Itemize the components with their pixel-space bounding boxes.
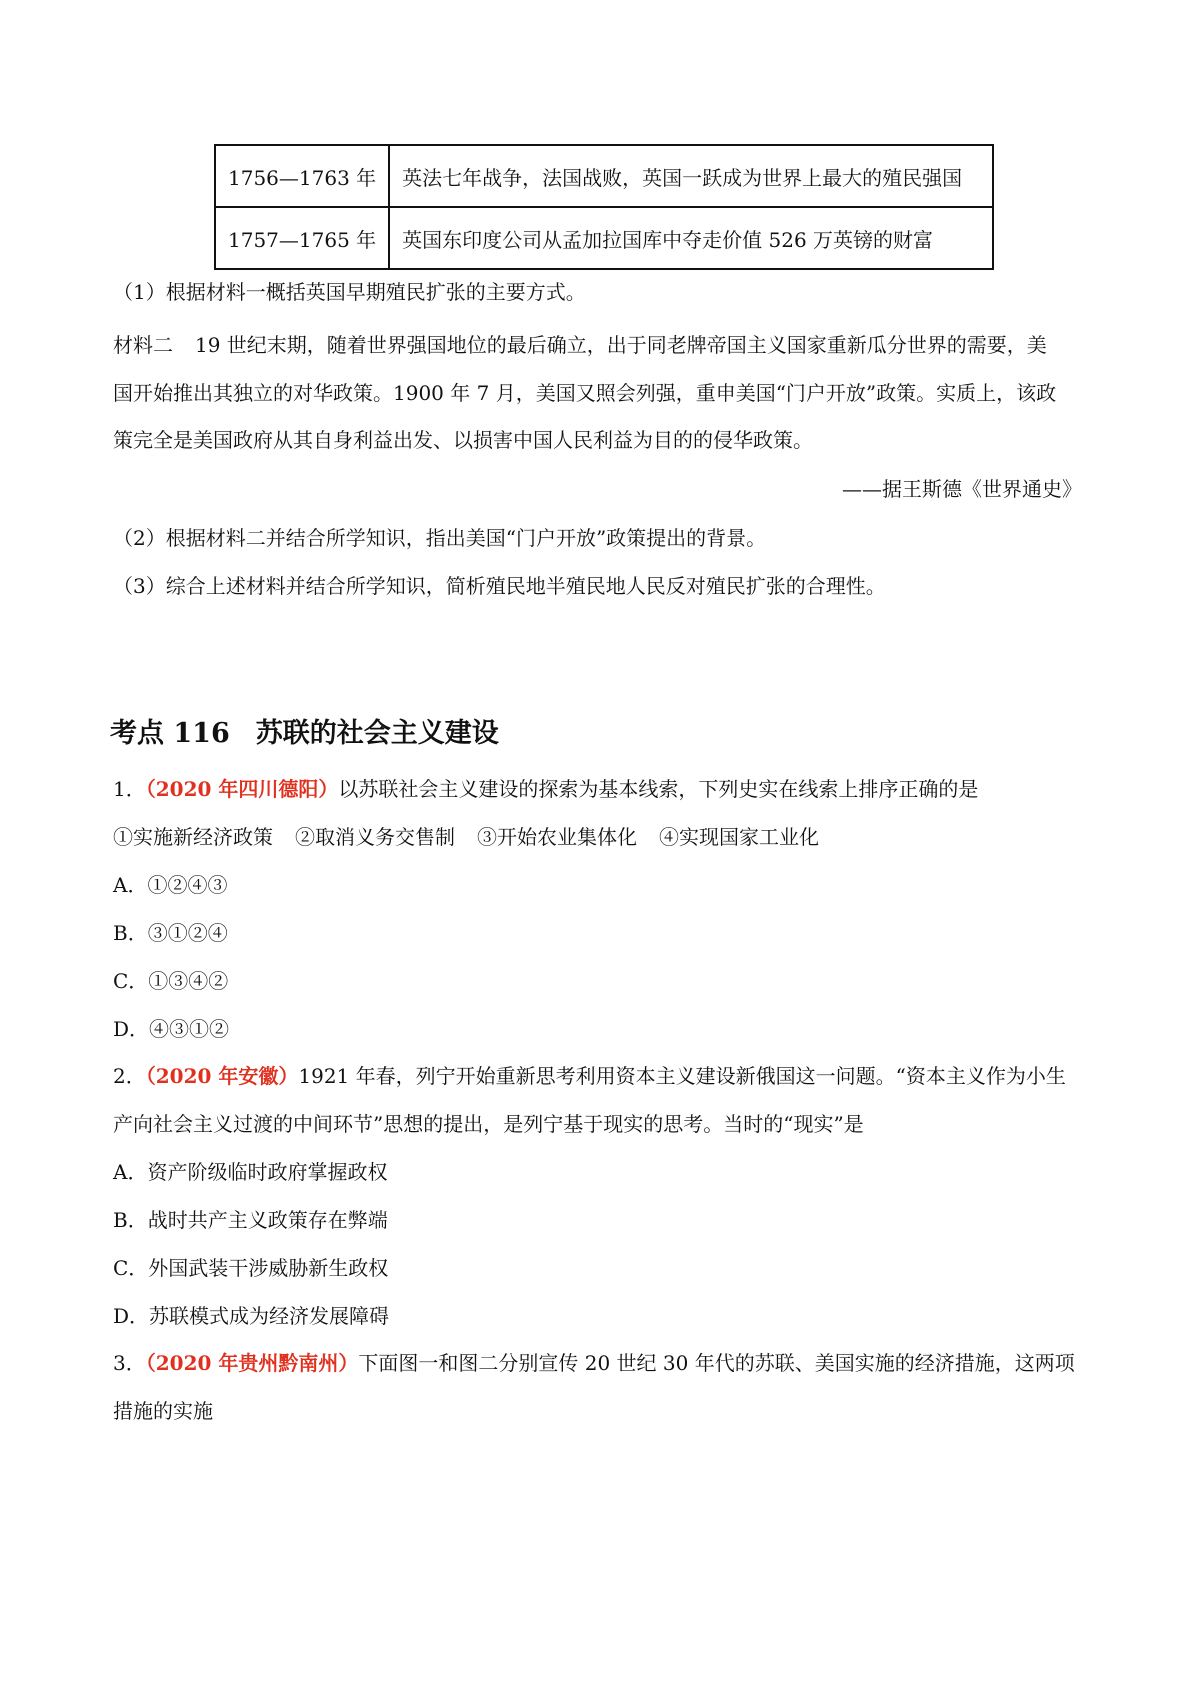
material-2-label: 材料二 [113, 333, 173, 357]
question-2: （2）根据材料二并结合所学知识，指出美国“门户开放”政策提出的背景。 [113, 526, 767, 550]
question-3: （3）综合上述材料并结合所学知识，简析殖民地半殖民地人民反对殖民扩张的合理性。 [113, 574, 886, 598]
material-2-line-2: 国开始推出其独立的对华政策。1900 年 7 月，美国又照会列强，重申美国“门户开放”政策。实质上，该政 [113, 381, 1057, 405]
section-number: 考点 116 [110, 718, 230, 749]
item-2-option-c: C．外国武装干涉威胁新生政权 [113, 1256, 389, 1280]
section-title: 苏联的社会主义建设 [255, 718, 499, 749]
item-1-statements: ①实施新经济政策 ②取消义务交售制 ③开始农业集体化 ④实现国家工业化 [113, 825, 819, 849]
table-cell-event: 英国东印度公司从孟加拉国库中夺走价值 526 万英镑的财富 [389, 207, 993, 269]
item-1-option-c: C．①③④② [113, 969, 229, 993]
item-2-option-b: B．战时共产主义政策存在弊端 [113, 1208, 388, 1232]
section-heading [110, 717, 499, 751]
table-cell-year: 1757—1765 年 [215, 207, 389, 269]
question-1: （1）根据材料一概括英国早期殖民扩张的主要方式。 [113, 280, 586, 304]
item-2-option-a: A．资产阶级临时政府掌握政权 [113, 1160, 388, 1184]
material-2-line-3: 策完全是美国政府从其自身利益出发、以损害中国人民利益为目的的侵华政策。 [113, 428, 813, 452]
material-2-source: ——据王斯德《世界通史》 [842, 477, 1082, 501]
item-1-stem: 1．（2020 年四川德阳）以苏联社会主义建设的探索为基本线索，下列史实在线索上排序正确的是 [113, 777, 979, 801]
timeline-table [214, 144, 994, 270]
item-1-option-a: A．①②④③ [113, 873, 228, 897]
item-1-option-b: B．③①②④ [113, 921, 228, 945]
table-row [215, 207, 993, 269]
item-2-option-d: D．苏联模式成为经济发展障碍 [113, 1304, 390, 1328]
table-cell-event: 英法七年战争，法国战败，英国一跃成为世界上最大的殖民强国 [389, 145, 993, 207]
item-2-source: （2020 年安徽） [145, 1064, 299, 1088]
item-2-stem-line-2: 产向社会主义过渡的中间环节”思想的提出，是列宁基于现实的思考。当时的“现实”是 [113, 1112, 864, 1136]
table-row [215, 145, 993, 207]
item-1-option-d: D．④③①② [113, 1017, 230, 1041]
material-2-line-1: 材料二 19 世纪末期，随着世界强国地位的最后确立，出于同老牌帝国主义国家重新瓜分世界的需要，美 [113, 333, 1047, 357]
item-1-source: （2020 年四川德阳） [145, 777, 339, 801]
item-3-stem-line-1: 3．（2020 年贵州黔南州）下面图一和图二分别宣传 20 世纪 30 年代的苏联、美国实施的经济措施，这两项 [113, 1351, 1075, 1375]
item-2-stem-line-1: 2．（2020 年安徽）1921 年春，列宁开始重新思考利用资本主义建设新俄国这一问题。“资本主义作为小生 [113, 1064, 1066, 1088]
table-cell-year: 1756—1763 年 [215, 145, 389, 207]
item-3-source: （2020 年贵州黔南州） [145, 1351, 359, 1375]
item-3-stem-line-2: 措施的实施 [113, 1399, 213, 1423]
